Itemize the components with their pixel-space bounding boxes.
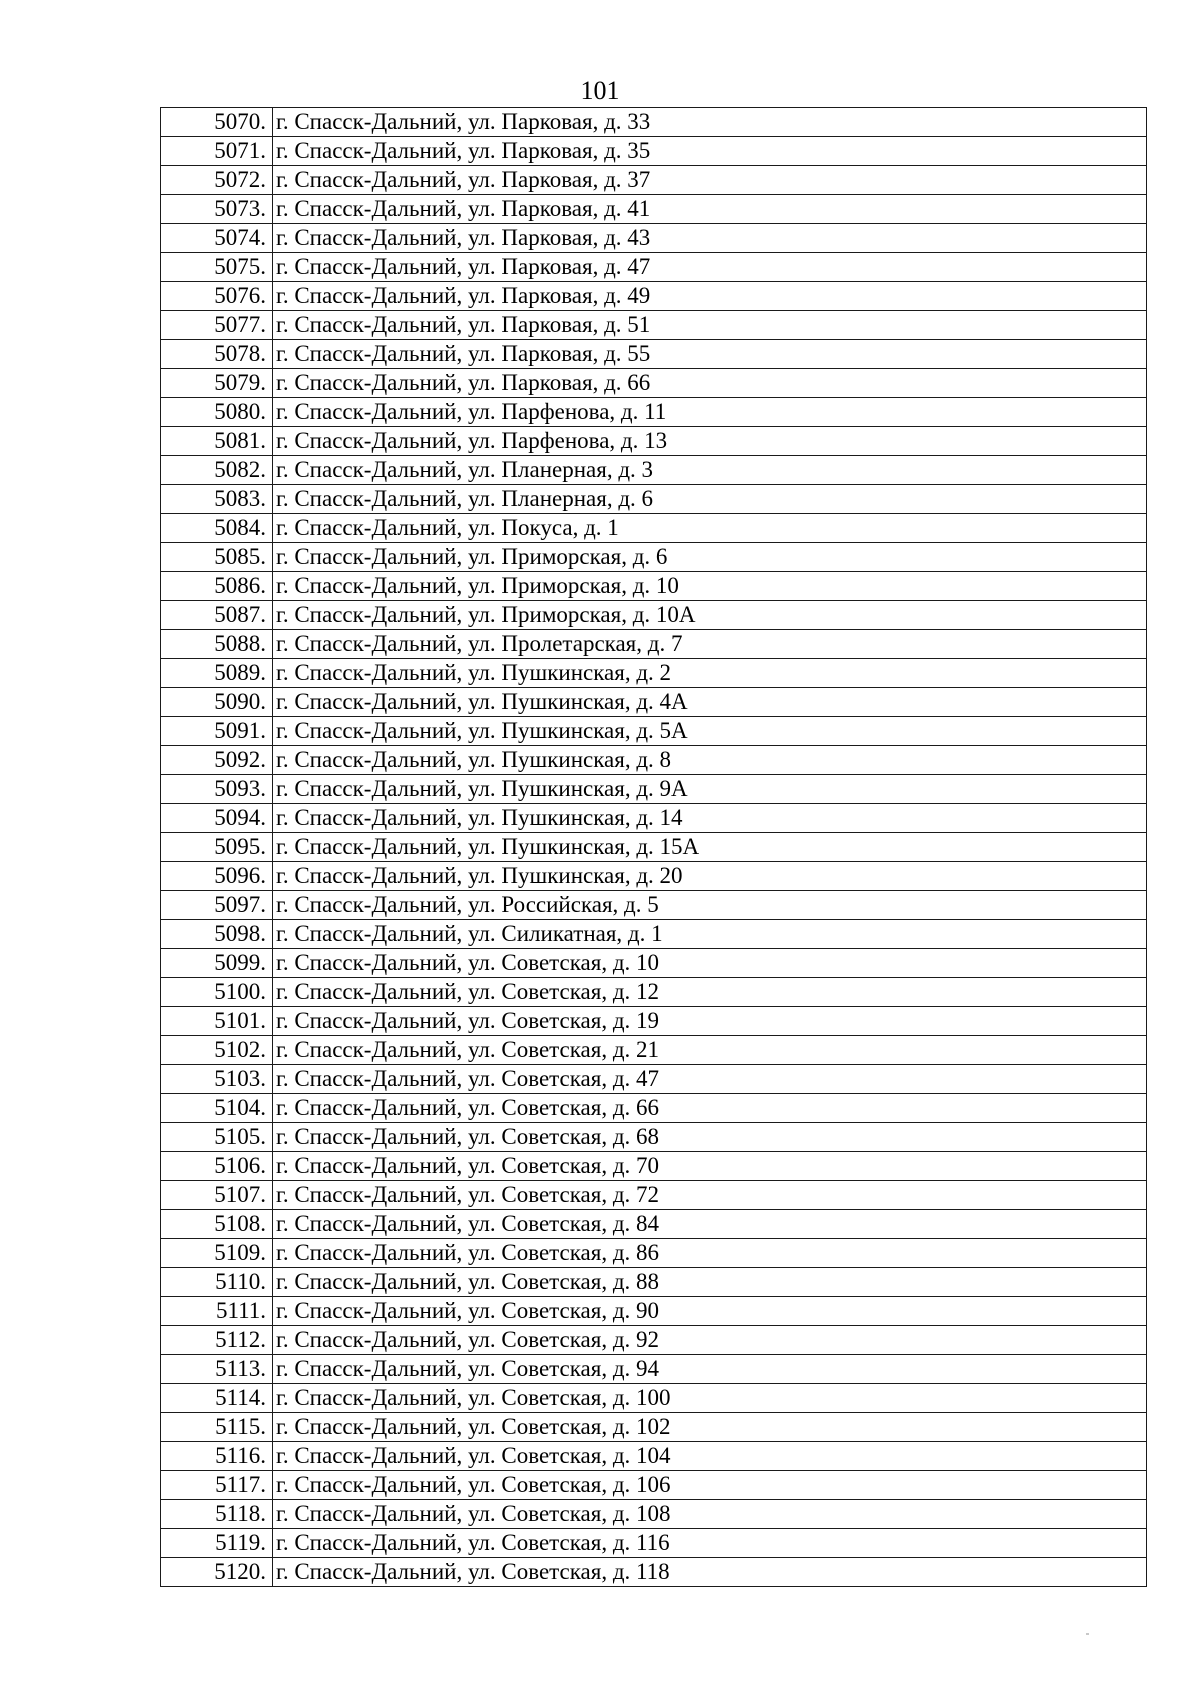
row-number: 5098.	[161, 920, 273, 949]
row-number: 5081.	[161, 427, 273, 456]
table-row	[161, 456, 1147, 485]
row-number: 5076.	[161, 282, 273, 311]
table-row	[161, 514, 1147, 543]
table-row	[161, 1007, 1147, 1036]
row-address: г. Спасск-Дальний, ул. Пушкинская, д. 20	[273, 862, 1147, 891]
row-number: 5104.	[161, 1094, 273, 1123]
row-number: 5112.	[161, 1326, 273, 1355]
table-row	[161, 137, 1147, 166]
table-row	[161, 1326, 1147, 1355]
row-number: 5083.	[161, 485, 273, 514]
row-address: г. Спасск-Дальний, ул. Советская, д. 118	[273, 1558, 1147, 1587]
table-row	[161, 398, 1147, 427]
table-row	[161, 920, 1147, 949]
row-address: г. Спасск-Дальний, ул. Советская, д. 10	[273, 949, 1147, 978]
table-row	[161, 1384, 1147, 1413]
table-row	[161, 1268, 1147, 1297]
row-number: 5089.	[161, 659, 273, 688]
scan-artifact-dot	[1086, 1633, 1089, 1635]
row-address: г. Спасск-Дальний, ул. Советская, д. 21	[273, 1036, 1147, 1065]
row-address: г. Спасск-Дальний, ул. Пушкинская, д. 5А	[273, 717, 1147, 746]
table-row	[161, 775, 1147, 804]
table-row	[161, 253, 1147, 282]
table-row	[161, 108, 1147, 137]
table-row	[161, 1094, 1147, 1123]
row-number: 5073.	[161, 195, 273, 224]
row-address: г. Спасск-Дальний, ул. Советская, д. 12	[273, 978, 1147, 1007]
row-address: г. Спасск-Дальний, ул. Планерная, д. 3	[273, 456, 1147, 485]
page-number: 101	[580, 76, 620, 105]
row-number: 5106.	[161, 1152, 273, 1181]
row-number: 5100.	[161, 978, 273, 1007]
row-address: г. Спасск-Дальний, ул. Пролетарская, д. 7	[273, 630, 1147, 659]
row-number: 5109.	[161, 1239, 273, 1268]
row-number: 5115.	[161, 1413, 273, 1442]
row-number: 5118.	[161, 1500, 273, 1529]
table-row	[161, 1529, 1147, 1558]
row-number: 5071.	[161, 137, 273, 166]
table-row	[161, 688, 1147, 717]
row-address: г. Спасск-Дальний, ул. Советская, д. 90	[273, 1297, 1147, 1326]
table-row	[161, 1210, 1147, 1239]
table-row	[161, 485, 1147, 514]
table-row	[161, 195, 1147, 224]
row-number: 5088.	[161, 630, 273, 659]
table-row	[161, 601, 1147, 630]
table-row	[161, 224, 1147, 253]
row-address: г. Спасск-Дальний, ул. Советская, д. 100	[273, 1384, 1147, 1413]
table-row	[161, 1152, 1147, 1181]
row-address: г. Спасск-Дальний, ул. Пушкинская, д. 15А	[273, 833, 1147, 862]
row-address: г. Спасск-Дальний, ул. Советская, д. 66	[273, 1094, 1147, 1123]
row-number: 5082.	[161, 456, 273, 485]
table-row	[161, 659, 1147, 688]
row-address: г. Спасск-Дальний, ул. Советская, д. 68	[273, 1123, 1147, 1152]
row-number: 5110.	[161, 1268, 273, 1297]
row-address: г. Спасск-Дальний, ул. Пушкинская, д. 4А	[273, 688, 1147, 717]
row-address: г. Спасск-Дальний, ул. Советская, д. 70	[273, 1152, 1147, 1181]
row-address: г. Спасск-Дальний, ул. Парковая, д. 41	[273, 195, 1147, 224]
row-number: 5120.	[161, 1558, 273, 1587]
row-number: 5092.	[161, 746, 273, 775]
row-address: г. Спасск-Дальний, ул. Советская, д. 84	[273, 1210, 1147, 1239]
row-address: г. Спасск-Дальний, ул. Приморская, д. 10	[273, 572, 1147, 601]
row-number: 5086.	[161, 572, 273, 601]
row-address: г. Спасск-Дальний, ул. Парковая, д. 43	[273, 224, 1147, 253]
row-address: г. Спасск-Дальний, ул. Приморская, д. 6	[273, 543, 1147, 572]
row-address: г. Спасск-Дальний, ул. Парковая, д. 49	[273, 282, 1147, 311]
row-number: 5095.	[161, 833, 273, 862]
row-number: 5114.	[161, 1384, 273, 1413]
table-row	[161, 746, 1147, 775]
row-number: 5103.	[161, 1065, 273, 1094]
row-address: г. Спасск-Дальний, ул. Пушкинская, д. 14	[273, 804, 1147, 833]
table-row	[161, 1036, 1147, 1065]
row-address: г. Спасск-Дальний, ул. Советская, д. 106	[273, 1471, 1147, 1500]
row-number: 5077.	[161, 311, 273, 340]
row-number: 5084.	[161, 514, 273, 543]
row-number: 5091.	[161, 717, 273, 746]
table-row	[161, 1558, 1147, 1587]
row-address: г. Спасск-Дальний, ул. Планерная, д. 6	[273, 485, 1147, 514]
row-address: г. Спасск-Дальний, ул. Российская, д. 5	[273, 891, 1147, 920]
row-address: г. Спасск-Дальний, ул. Советская, д. 92	[273, 1326, 1147, 1355]
row-number: 5099.	[161, 949, 273, 978]
row-address: г. Спасск-Дальний, ул. Советская, д. 47	[273, 1065, 1147, 1094]
row-address: г. Спасск-Дальний, ул. Парфенова, д. 13	[273, 427, 1147, 456]
address-table	[160, 107, 1147, 1587]
row-number: 5070.	[161, 108, 273, 137]
table-row	[161, 717, 1147, 746]
table-row	[161, 1355, 1147, 1384]
row-number: 5085.	[161, 543, 273, 572]
table-row	[161, 891, 1147, 920]
row-number: 5093.	[161, 775, 273, 804]
table-row	[161, 1065, 1147, 1094]
table-row	[161, 282, 1147, 311]
row-address: г. Спасск-Дальний, ул. Пушкинская, д. 2	[273, 659, 1147, 688]
row-address: г. Спасск-Дальний, ул. Парковая, д. 66	[273, 369, 1147, 398]
table-row	[161, 1500, 1147, 1529]
row-address: г. Спасск-Дальний, ул. Парковая, д. 37	[273, 166, 1147, 195]
table-row	[161, 572, 1147, 601]
row-address: г. Спасск-Дальний, ул. Советская, д. 86	[273, 1239, 1147, 1268]
row-number: 5119.	[161, 1529, 273, 1558]
row-number: 5097.	[161, 891, 273, 920]
table-row	[161, 427, 1147, 456]
row-address: г. Спасск-Дальний, ул. Парковая, д. 35	[273, 137, 1147, 166]
table-row	[161, 166, 1147, 195]
row-number: 5072.	[161, 166, 273, 195]
row-number: 5096.	[161, 862, 273, 891]
row-number: 5075.	[161, 253, 273, 282]
table-row	[161, 1123, 1147, 1152]
row-address: г. Спасск-Дальний, ул. Советская, д. 88	[273, 1268, 1147, 1297]
row-address: г. Спасск-Дальний, ул. Покуса, д. 1	[273, 514, 1147, 543]
row-address: г. Спасск-Дальний, ул. Парковая, д. 47	[273, 253, 1147, 282]
table-row	[161, 369, 1147, 398]
row-number: 5116.	[161, 1442, 273, 1471]
row-number: 5111.	[161, 1297, 273, 1326]
row-address: г. Спасск-Дальний, ул. Советская, д. 94	[273, 1355, 1147, 1384]
table-row	[161, 862, 1147, 891]
row-address: г. Спасск-Дальний, ул. Пушкинская, д. 8	[273, 746, 1147, 775]
row-number: 5108.	[161, 1210, 273, 1239]
address-rows	[161, 108, 1147, 1587]
row-address: г. Спасск-Дальний, ул. Парковая, д. 51	[273, 311, 1147, 340]
row-number: 5102.	[161, 1036, 273, 1065]
row-address: г. Спасск-Дальний, ул. Советская, д. 116	[273, 1529, 1147, 1558]
row-address: г. Спасск-Дальний, ул. Советская, д. 19	[273, 1007, 1147, 1036]
row-number: 5107.	[161, 1181, 273, 1210]
table-row	[161, 1442, 1147, 1471]
table-row	[161, 1297, 1147, 1326]
row-address: г. Спасск-Дальний, ул. Парковая, д. 33	[273, 108, 1147, 137]
row-address: г. Спасск-Дальний, ул. Приморская, д. 10А	[273, 601, 1147, 630]
table-row	[161, 949, 1147, 978]
table-row	[161, 543, 1147, 572]
row-address: г. Спасск-Дальний, ул. Советская, д. 108	[273, 1500, 1147, 1529]
row-number: 5079.	[161, 369, 273, 398]
row-number: 5090.	[161, 688, 273, 717]
table-row	[161, 1413, 1147, 1442]
row-number: 5087.	[161, 601, 273, 630]
row-address: г. Спасск-Дальний, ул. Советская, д. 102	[273, 1413, 1147, 1442]
table-row	[161, 978, 1147, 1007]
row-number: 5074.	[161, 224, 273, 253]
row-number: 5117.	[161, 1471, 273, 1500]
table-row	[161, 804, 1147, 833]
row-address: г. Спасск-Дальний, ул. Пушкинская, д. 9А	[273, 775, 1147, 804]
table-row	[161, 630, 1147, 659]
row-number: 5101.	[161, 1007, 273, 1036]
table-row	[161, 340, 1147, 369]
table-row	[161, 833, 1147, 862]
row-address: г. Спасск-Дальний, ул. Силикатная, д. 1	[273, 920, 1147, 949]
row-number: 5078.	[161, 340, 273, 369]
row-address: г. Спасск-Дальний, ул. Парковая, д. 55	[273, 340, 1147, 369]
row-address: г. Спасск-Дальний, ул. Парфенова, д. 11	[273, 398, 1147, 427]
row-number: 5094.	[161, 804, 273, 833]
table-row	[161, 311, 1147, 340]
table-row	[161, 1471, 1147, 1500]
table-row	[161, 1239, 1147, 1268]
row-number: 5113.	[161, 1355, 273, 1384]
row-address: г. Спасск-Дальний, ул. Советская, д. 72	[273, 1181, 1147, 1210]
row-number: 5105.	[161, 1123, 273, 1152]
table-row	[161, 1181, 1147, 1210]
row-number: 5080.	[161, 398, 273, 427]
row-address: г. Спасск-Дальний, ул. Советская, д. 104	[273, 1442, 1147, 1471]
